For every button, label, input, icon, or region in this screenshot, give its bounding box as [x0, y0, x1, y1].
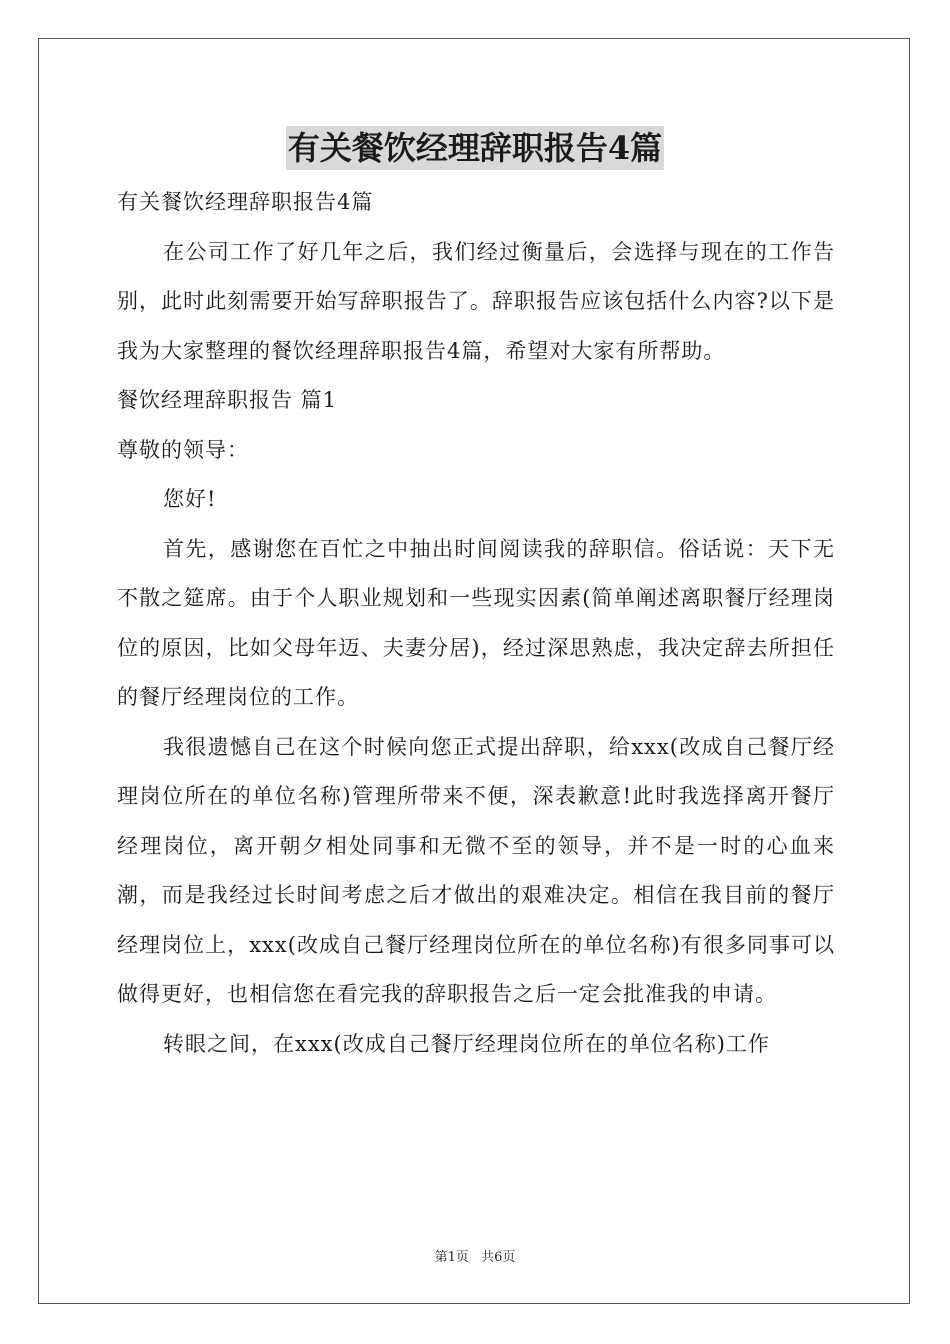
body-paragraph-2: 我很遗憾自己在这个时候向您正式提出辞职，给xxx(改成自己餐厅经理岗位所在的单位名称)管理所带来不便，深表歉意!此时我选择离开餐厅经理岗位，离开朝夕相处同事和无微不至的领导，并不是一时的心血来潮，而是我经过长时间考虑之后才做出的艰难决定。相信在我目前的餐厅经理岗位上，xxx(改成自己餐厅经理岗位所在的单位名称)有很多同事可以做得更好，也相信您在看完我的辞职报告之后一定会批准我的申请。	[117, 734, 835, 1006]
page-total: 共6页	[481, 1250, 516, 1265]
greeting: 您好!	[163, 487, 217, 511]
section-heading: 餐饮经理辞职报告 篇1	[117, 388, 338, 412]
salutation: 尊敬的领导：	[117, 437, 249, 462]
body-paragraph-3: 转眼之间，在xxx(改成自己餐厅经理岗位所在的单位名称)工作	[163, 1031, 770, 1056]
page-footer	[0, 1246, 950, 1265]
document-body	[117, 178, 835, 1069]
subtitle: 有关餐饮经理辞职报告4篇	[117, 190, 374, 214]
intro-paragraph: 在公司工作了好几年之后，我们经过衡量后，会选择与现在的工作告别，此时此刻需要开始写辞职报告了。辞职报告应该包括什么内容?以下是我为大家整理的餐饮经理辞职报告4篇，希望对大家有所帮助。	[117, 239, 835, 363]
body-paragraph-1: 首先，感谢您在百忙之中抽出时间阅读我的辞职信。俗话说：天下无不散之筵席。由于个人职业规划和一些现实因素(简单阐述离职餐厅经理岗位的原因，比如父母年迈、夫妻分居)，经过深思熟虑，我决定辞去所担任的餐厅经理岗位的工作。	[117, 536, 835, 709]
page-number: 第1页	[434, 1250, 469, 1265]
title-wrap	[0, 126, 950, 170]
document-title: 有关餐饮经理辞职报告4篇	[286, 126, 664, 170]
